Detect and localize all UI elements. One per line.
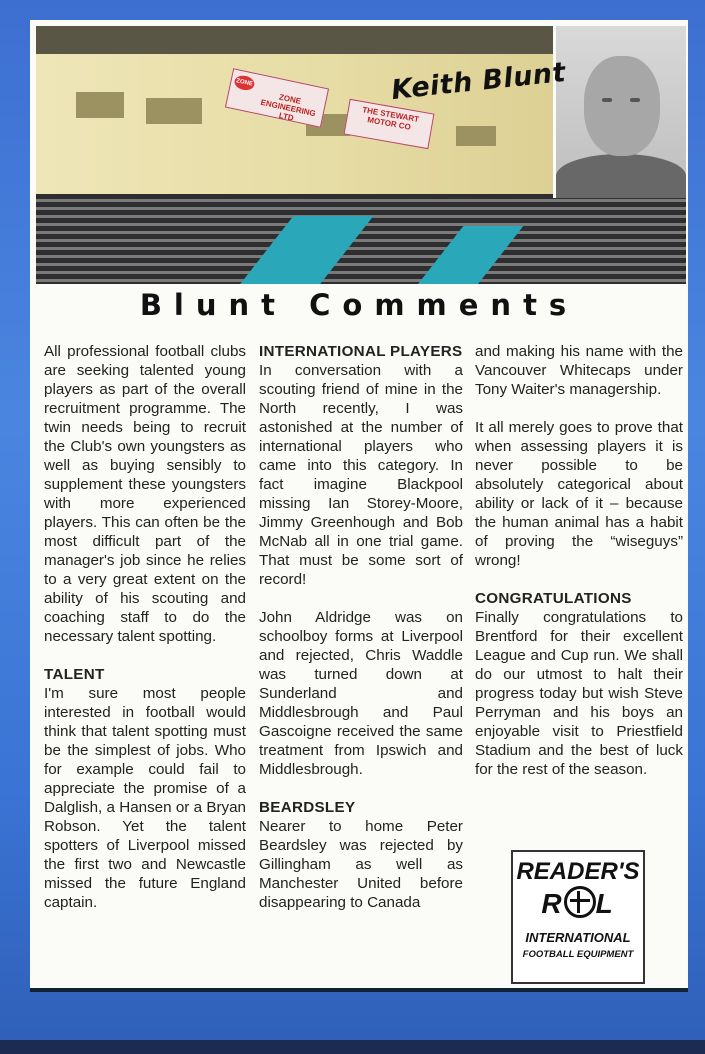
portrait-eye	[602, 98, 612, 102]
column-3	[475, 342, 683, 779]
column-1	[44, 342, 246, 912]
keith-blunt-signature: Keith Blunt	[389, 56, 568, 107]
section-heading-beardsley: BEARDSLEY	[259, 799, 356, 816]
paragraph: and making his name with the Vancouver Whitecaps under Tony Waiter's managership.	[475, 343, 683, 398]
stand-window	[76, 92, 124, 118]
ad-board-zone	[225, 68, 329, 128]
section-heading-international-players: INTERNATIONAL PLAYERS	[259, 343, 463, 360]
paragraph: Nearer to home Peter Beardsley was rejected by Gillingham as well as Manchester United before disappearing to Canada	[259, 818, 463, 911]
section-heading-congratulations: CONGRATULATIONS	[475, 590, 632, 607]
advert-brand-line-1: READER'S	[516, 858, 640, 885]
column-2	[259, 342, 463, 912]
paragraph: It all merely goes to prove that when assessing players it is never possible to be absolutely categorical about ability or lack of it – because the human animal has a habit of proving the “wiseguys” wrong!	[475, 419, 683, 569]
paragraph: All professional football clubs are seeking talented young players as part of the overall recruitment programme. The twin needs being to recruit the Club's own youngsters as well as buying sensibly to supplement these youngsters with more experienced players. This can often be the most difficult part of the manager's job since he relies to a very great extent on the ability of his scouting and coaching staff to do the necessary talent spotting.	[44, 343, 246, 645]
advert-subline-equipment: FOOTBALL EQUIPMENT	[522, 949, 634, 960]
page-edge	[0, 1040, 705, 1054]
ad-board-stewart	[344, 99, 435, 149]
portrait-eye	[630, 98, 640, 102]
stadium-photo	[36, 26, 686, 284]
paragraph: John Aldridge was on schoolboy forms at Liverpool and rejected, Chris Waddle was turned down at Sunderland and Middlesbrough and Paul Gascoigne received the same treatment from Ipswich and Middlesbrough.	[259, 609, 463, 778]
paragraph: I'm sure most people interested in football would think that talent spotting must be the simplest of jobs. Who for example could fail to appreciate the promise of a Dalglish, a Hansen or a Bryan Robson. Yet the talent spotters of Liverpool missed the first two and Newcastle missed the future England captain.	[44, 685, 246, 911]
page-shadow	[30, 988, 688, 992]
paragraph: In conversation with a scouting friend of mine in the North recently, I was astonished at the number of international players who came into this category. In fact imagine Blackpool missing Ian Storey-Moore, Jimmy Greenhough and Bob McNab all in one trial game. That must be some sort of record!	[259, 362, 463, 588]
ad-board-text: ZONE ENGINEERING LTD	[259, 92, 317, 123]
advert-letter-r: R	[541, 888, 564, 919]
magazine-page	[30, 20, 688, 988]
stand-window	[146, 98, 202, 124]
advert-letter-l: L	[595, 888, 615, 919]
zone-logo: ZONE	[233, 74, 255, 92]
seating	[36, 194, 686, 284]
ad-board-text: THE STEWART MOTOR CO	[361, 105, 420, 132]
advert-subline-international: INTERNATIONAL	[525, 930, 631, 945]
crossed-ball-icon	[564, 886, 596, 918]
advert-brand-line-2	[513, 886, 643, 922]
stand-window	[456, 126, 496, 146]
article-title: Blunt Comments	[139, 288, 579, 322]
readers-advert	[511, 850, 645, 984]
portrait-face	[584, 56, 660, 156]
section-heading-talent: TALENT	[44, 666, 105, 683]
paragraph: Finally congratulations to Brentford for their excellent League and Cup run. We shall do our utmost to halt their progress today but wish Steve Perryman and his boys an enjoyable visit to Priestfield Stadium and the best of luck for the rest of the season.	[475, 609, 683, 778]
manager-portrait	[553, 26, 686, 198]
portrait-shoulders	[556, 154, 686, 198]
